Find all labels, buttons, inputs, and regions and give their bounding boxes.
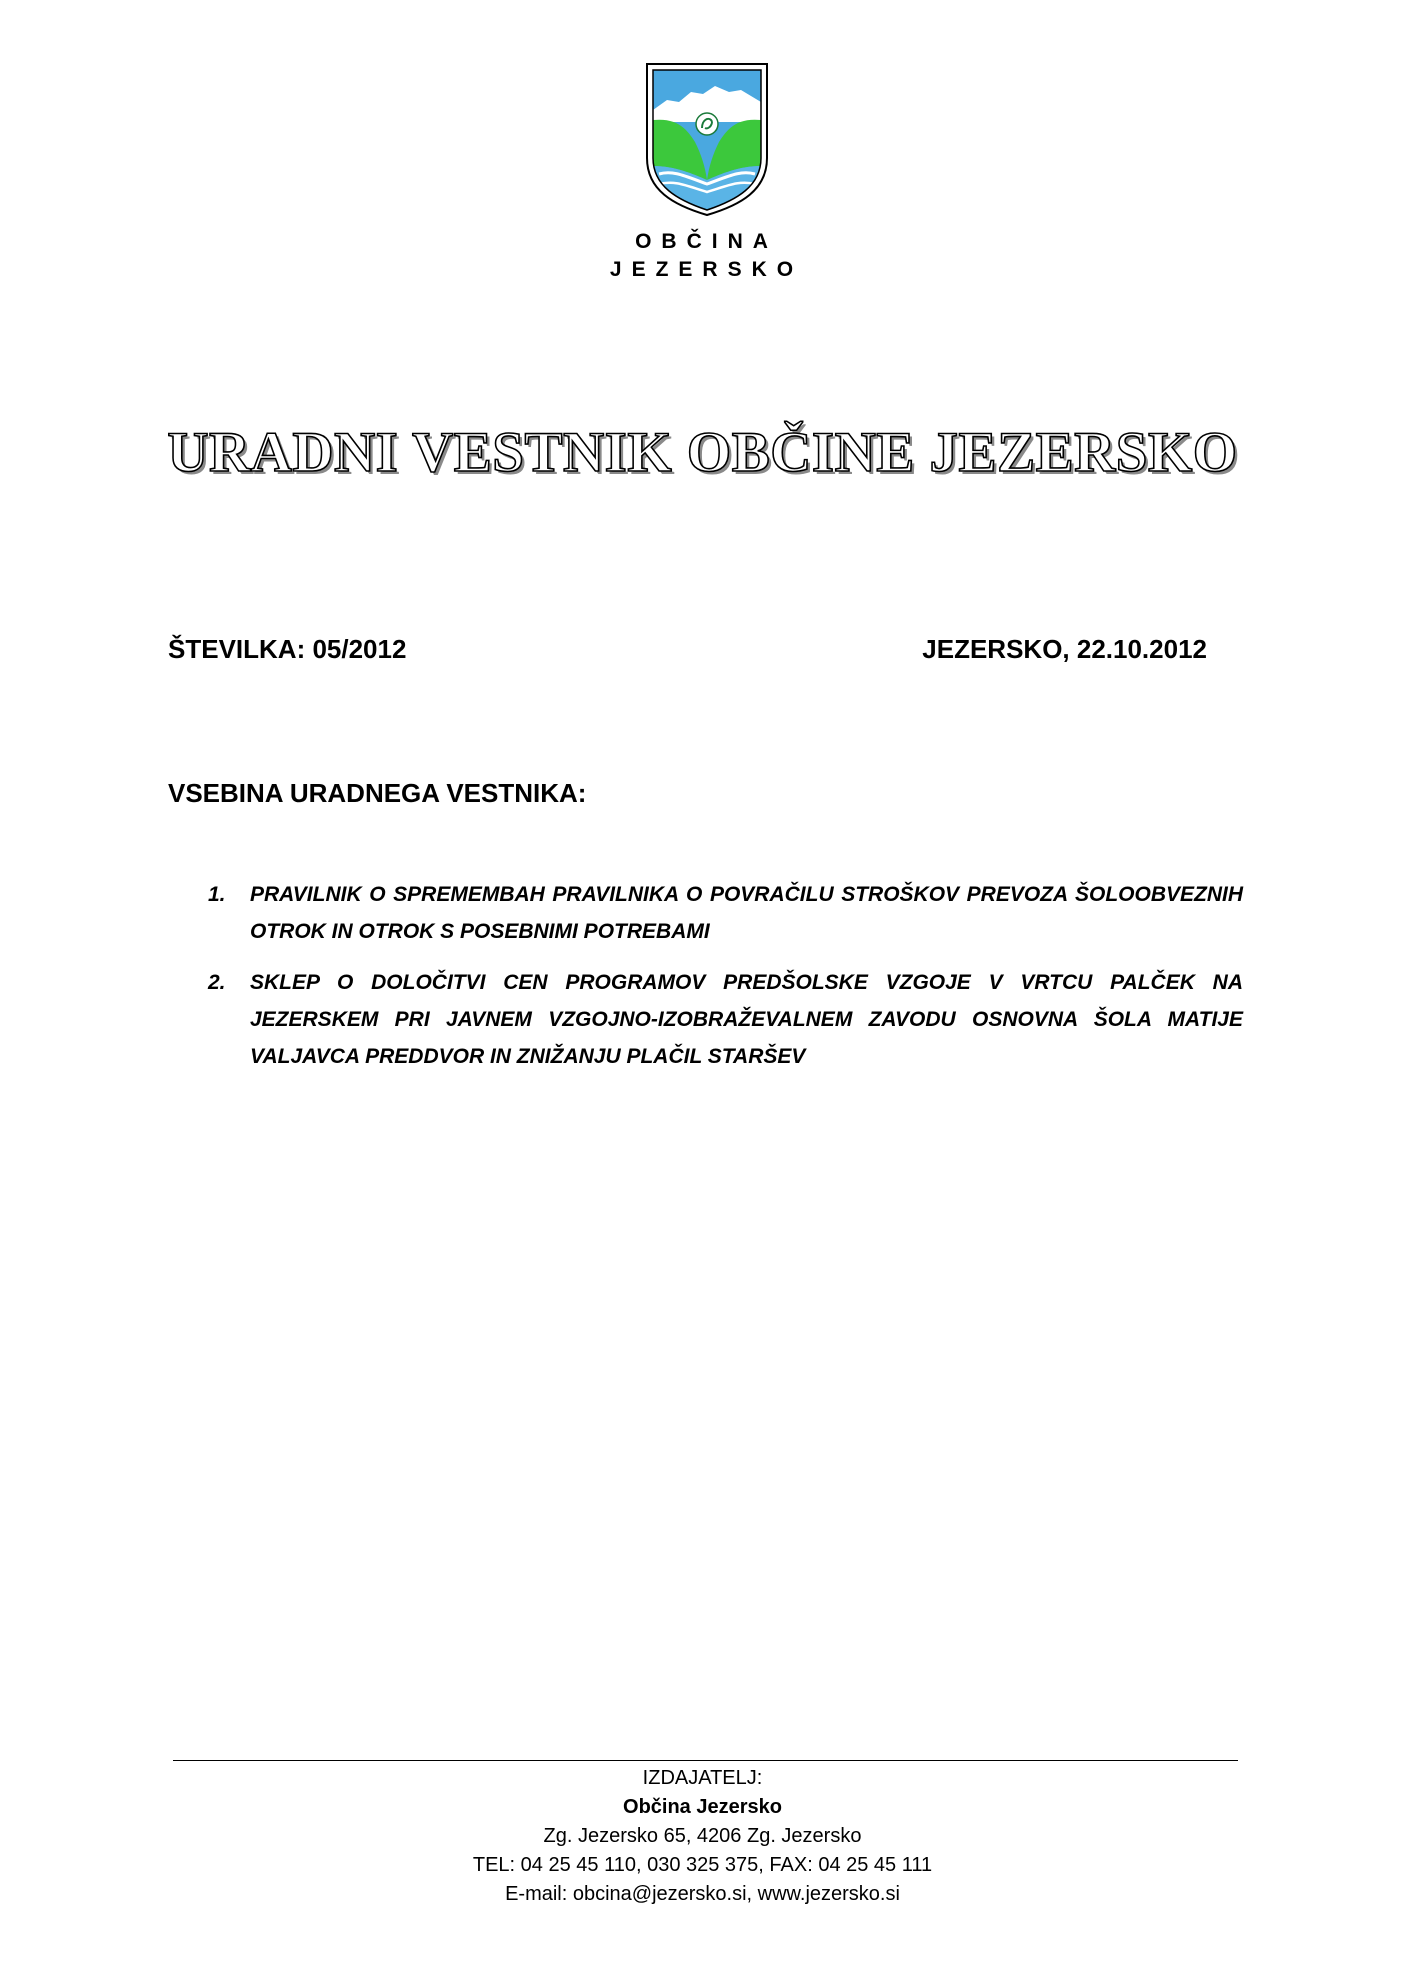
publisher-label: IZDAJATELJ: bbox=[642, 1767, 763, 1789]
issue-place-date: JEZERSKO, 22.10.2012 bbox=[922, 634, 1207, 664]
footer bbox=[0, 1764, 1405, 1909]
publisher-address: Zg. Jezersko 65, 4206 Zg. Jezersko bbox=[543, 1825, 862, 1847]
publisher-phone: TEL: 04 25 45 110, 030 325 375, FAX: 04 25 45 111 bbox=[472, 1854, 933, 1876]
contents-item-number: 1. bbox=[208, 883, 226, 906]
publisher-name: Občina Jezersko bbox=[623, 1796, 782, 1818]
contents-item bbox=[208, 876, 1243, 950]
municipality-name-line2: JEZERSKO bbox=[609, 258, 804, 281]
contents-heading: VSEBINA URADNEGA VESTNIKA: bbox=[168, 778, 587, 808]
municipality-name-line1: OBČINA bbox=[635, 230, 778, 253]
gazette-title: URADNI VESTNIK OBČINE JEZERSKO bbox=[167, 421, 1238, 484]
coat-of-arms-icon bbox=[645, 62, 769, 216]
contents-item bbox=[208, 964, 1243, 1075]
contents-item-text: SKLEP O DOLOČITVI CEN PROGRAMOV PREDŠOLSKE VZGOJE V VRTCU PALČEK NA JEZERSKEM PRI JAVNEM VZGOJNO-IZOBRAŽEVALNEM ZAVODU OSNOVNA ŠOLA MATIJE VALJAVCA PREDDVOR IN ZNIŽANJU PLAČIL STARŠEV bbox=[250, 971, 1243, 1068]
publisher-contact: E-mail: obcina@jezersko.si, www.jezersko.si bbox=[505, 1883, 900, 1905]
contents-item-number: 2. bbox=[208, 971, 226, 994]
footer-divider bbox=[173, 1760, 1238, 1761]
contents-item-text: PRAVILNIK O SPREMEMBAH PRAVILNIKA O POVRAČILU STROŠKOV PREVOZA ŠOLOOBVEZNIH OTROK IN OTROK S POSEBNIMI POTREBAMI bbox=[250, 883, 1243, 943]
issue-number: ŠTEVILKA: 05/2012 bbox=[168, 634, 407, 664]
contents-list bbox=[208, 876, 1243, 1089]
